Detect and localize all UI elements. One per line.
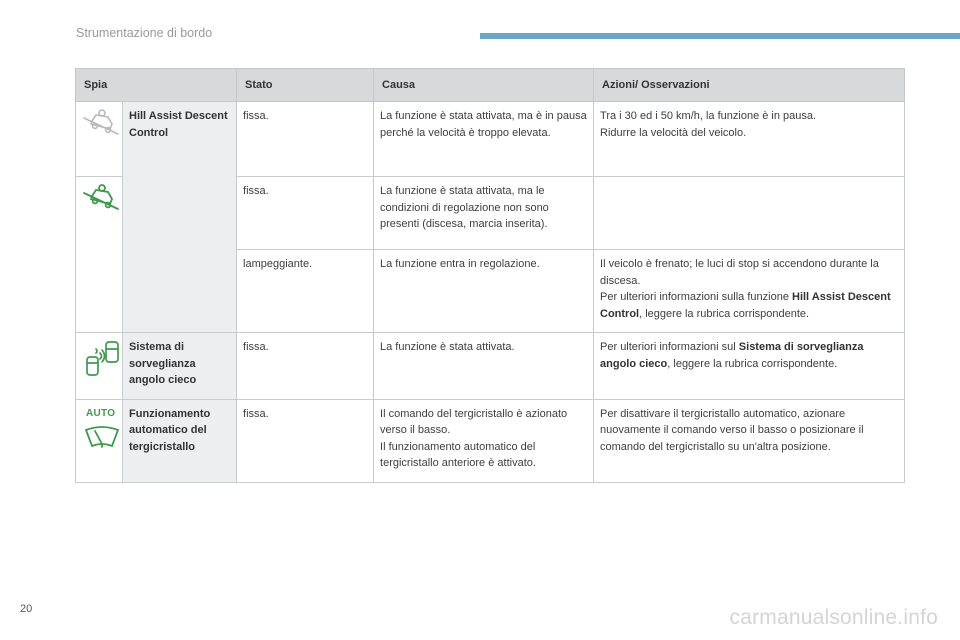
causa-cell bbox=[374, 399, 594, 482]
column-header-azioni: Azioni/ Osservazioni bbox=[594, 69, 905, 102]
page-number: 20 bbox=[20, 603, 33, 615]
causa-cell: La funzione è stata attivata, ma le condizioni di regolazione non sono presenti (discesa, marcia inserita). bbox=[374, 177, 594, 250]
icon-cell bbox=[76, 102, 123, 177]
azioni-cell bbox=[594, 250, 905, 333]
azioni-bold-ref: Sistema di sorveglianza angolo cieco bbox=[600, 341, 864, 370]
icon-cell bbox=[76, 333, 123, 400]
table-row bbox=[76, 399, 905, 482]
hill-assist-name: Hill Assist Descent Control bbox=[123, 102, 237, 333]
azioni-cell bbox=[594, 177, 905, 250]
azioni-cell bbox=[594, 333, 905, 400]
blind-spot-icon bbox=[82, 339, 116, 379]
azioni-line: Ridurre la velocità del veicolo. bbox=[600, 126, 747, 139]
header-accent-bar bbox=[480, 33, 960, 39]
wiper-name: Funzionamento automatico del tergicristallo bbox=[123, 399, 237, 482]
blind-spot-name: Sistema di sorveglianza angolo cieco bbox=[123, 333, 237, 400]
table-header-row bbox=[76, 69, 905, 102]
causa-line: Il comando del tergicristallo è azionato verso il basso. bbox=[380, 407, 568, 436]
page-header-title: Strumentazione di bordo bbox=[76, 26, 213, 40]
stato-cell: fissa. bbox=[237, 102, 374, 177]
column-header-causa: Causa bbox=[374, 69, 594, 102]
azioni-bold-ref: Hill Assist Descent Control bbox=[600, 291, 891, 320]
azioni-text: , leggere la rubrica corrispondente. bbox=[667, 357, 838, 370]
stato-cell: fissa. bbox=[237, 333, 374, 400]
table-row bbox=[76, 333, 905, 400]
stato-cell: lampeggiante. bbox=[237, 250, 374, 333]
azioni-line: Tra i 30 ed i 50 km/h, la funzione è in pausa. bbox=[600, 110, 817, 122]
auto-label: AUTO bbox=[86, 407, 116, 419]
stato-cell: fissa. bbox=[237, 177, 374, 250]
column-header-stato: Stato bbox=[237, 69, 374, 102]
azioni-line: Il veicolo è frenato; le luci di stop si accendono durante la discesa. bbox=[600, 258, 879, 287]
causa-line: Il funzionamento automatico del tergicristallo anteriore è attivato. bbox=[380, 440, 536, 469]
azioni-cell: Per disattivare il tergicristallo automatico, azionare nuovamente il comando verso il basso o posizionare il comando del tergicristallo su un'altra posizione. bbox=[594, 399, 905, 482]
table-row bbox=[76, 102, 905, 177]
azioni-text: Per ulteriori informazioni sulla funzione bbox=[600, 291, 792, 303]
causa-cell: La funzione entra in regolazione. bbox=[374, 250, 594, 333]
auto-wiper-icon bbox=[82, 422, 116, 452]
hill-descent-icon bbox=[82, 183, 116, 213]
stato-cell: fissa. bbox=[237, 399, 374, 482]
azioni-text: Per ulteriori informazioni sul bbox=[600, 341, 739, 353]
column-header-spia: Spia bbox=[76, 69, 237, 102]
icon-cell bbox=[76, 177, 123, 333]
watermark-text: carmanualsonline.info bbox=[729, 606, 938, 629]
causa-cell: La funzione è stata attivata, ma è in pausa perché la velocità è troppo elevata. bbox=[374, 102, 594, 177]
azioni-line bbox=[600, 289, 898, 322]
causa-cell: La funzione è stata attivata. bbox=[374, 333, 594, 400]
warning-lights-table bbox=[75, 68, 905, 483]
azioni-cell bbox=[594, 102, 905, 177]
icon-cell bbox=[76, 399, 123, 482]
azioni-text: , leggere la rubrica corrispondente. bbox=[639, 307, 810, 320]
hill-descent-icon bbox=[82, 108, 116, 138]
